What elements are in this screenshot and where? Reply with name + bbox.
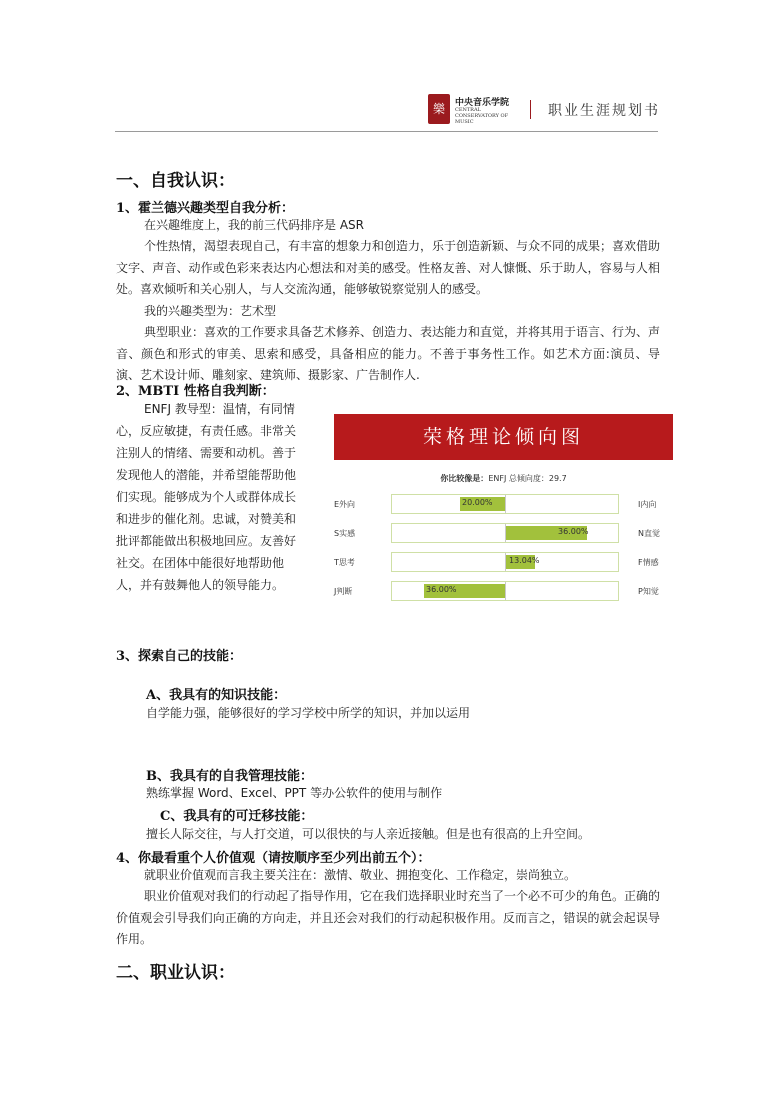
header-title: 职业生涯规划书 — [548, 103, 660, 119]
transferable-skill-heading: C、我具有的可迁移技能： — [160, 809, 314, 824]
section-heading-career: 二、职业认识： — [116, 963, 235, 983]
chart-bar-track — [391, 523, 619, 543]
chart-row — [334, 523, 673, 545]
section-heading-self: 一、自我认识： — [116, 171, 235, 191]
transferable-skill-text: 擅长人际交往，与人打交道，可以很快的与人亲近接触。但是也有很高的上升空间。 — [146, 827, 591, 841]
knowledge-skill-heading: A、我具有的知识技能： — [146, 688, 287, 703]
knowledge-skill-text: 自学能力强，能够很好的学习学校中所学的知识，并加以运用 — [146, 706, 471, 720]
holland-code-paragraph: 在兴趣维度上，我的前三代码排序是 ASR — [144, 218, 364, 232]
page-header — [428, 94, 668, 126]
chart-row — [334, 494, 673, 516]
chart-bar-track — [391, 581, 619, 601]
holland-career-paragraph: 典型职业：喜欢的工作要求具备艺术修养、创造力、表达能力和直觉，并将其用于语言、行为、声音、颜色和形式的审美、思索和感受，具备相应的能力。不善于事务性工作。如艺术方面:演员、导演、艺术设计师、雕刻家、建筑师、摄影家、广告制作人. — [116, 325, 661, 382]
chart-bar-center-line — [505, 582, 506, 600]
holland-heading: 1、霍兰德兴趣类型自我分析： — [116, 201, 295, 216]
chart-left-pole-label: E外向 — [334, 500, 356, 509]
chart-row — [334, 581, 673, 603]
chart-left-pole-label: T思考 — [334, 558, 355, 567]
values-focus-paragraph: 就职业价值观而言我主要关注在：激情、敬业、拥抱变化、工作稳定，崇尚独立。 — [144, 868, 577, 882]
chart-title: 荣格理论倾向图 — [422, 426, 584, 448]
chart-right-pole-label: F情感 — [638, 558, 659, 567]
self-management-skill-text: 熟练掌握 Word、Excel、PPT 等办公软件的使用与制作 — [146, 786, 443, 800]
chart-summary — [334, 473, 673, 484]
logo-chinese-name: 中央音乐学院 — [455, 98, 510, 108]
jung-tendency-chart — [334, 414, 673, 610]
header-rule — [115, 131, 658, 132]
chart-summary-value: ENFJ 总倾向度：29.7 — [488, 474, 567, 483]
chart-left-pole-label: S实感 — [334, 529, 356, 538]
holland-personality-paragraph: 个性热情，渴望表现自己，有丰富的想象力和创造力，乐于创造新颖、与众不同的成果；喜欢借助文字、声音、动作或色彩来表达内心想法和对美的感受。性格友善、对人慷慨、乐于助人，容易与人相处。喜欢倾听和关心别人，与人交流沟通，能够敏锐察觉别人的感受。 — [116, 239, 661, 296]
values-heading: 4、你最看重个人价值观（请按顺序至少列出前五个）： — [116, 851, 431, 866]
chart-row — [334, 552, 673, 574]
chart-bar-value-label: 36.00% — [558, 527, 589, 536]
chart-right-pole-label: P知觉 — [638, 587, 659, 596]
mbti-description: ENFJ 教导型：温情，有同情心，反应敏捷，有责任感。非常关注别人的情绪、需要和动机。善于发现他人的潜能，并希望能帮助他们实现。能够成为个人或群体成长和进步的催化剂。忠诚，对赞美和批评都能做出积极地回应。友善好社交。在团体中能很好地帮助他人，并有鼓舞他人的领导能力。 — [116, 402, 297, 592]
chart-bar-value-label: 13.04% — [509, 556, 540, 565]
mbti-heading: 2、MBTI 性格自我判断： — [116, 384, 275, 399]
chart-bar-track — [391, 494, 619, 514]
self-management-skill-heading: B、我具有的自我管理技能： — [146, 769, 313, 784]
chart-bar-track — [391, 552, 619, 572]
chart-bar-value-label: 36.00% — [426, 585, 457, 594]
conservatory-logo-icon: 樂 — [428, 94, 450, 124]
chart-left-pole-label: J判断 — [334, 587, 353, 596]
chart-right-pole-label: N直觉 — [638, 529, 660, 538]
chart-summary-label: 你比较像是： — [440, 474, 489, 483]
holland-type-paragraph: 我的兴趣类型为：艺术型 — [144, 304, 277, 318]
values-meaning-paragraph: 职业价值观对我们的行动起了指导作用，它在我们选择职业时充当了一个必不可少的角色。正确的价值观会引导我们向正确的方向走，并且还会对我们的行动起积极作用。反而言之，错误的就会起误导作用。 — [116, 889, 661, 946]
chart-bar-value-label: 20.00% — [462, 498, 493, 507]
chart-bar-center-line — [505, 495, 506, 513]
chart-right-pole-label: I内向 — [638, 500, 657, 509]
logo-english-name: CENTRAL CONSERVATORY OF MUSIC — [455, 107, 509, 125]
header-divider — [530, 100, 531, 119]
skills-heading: 3、探索自己的技能： — [116, 649, 243, 664]
